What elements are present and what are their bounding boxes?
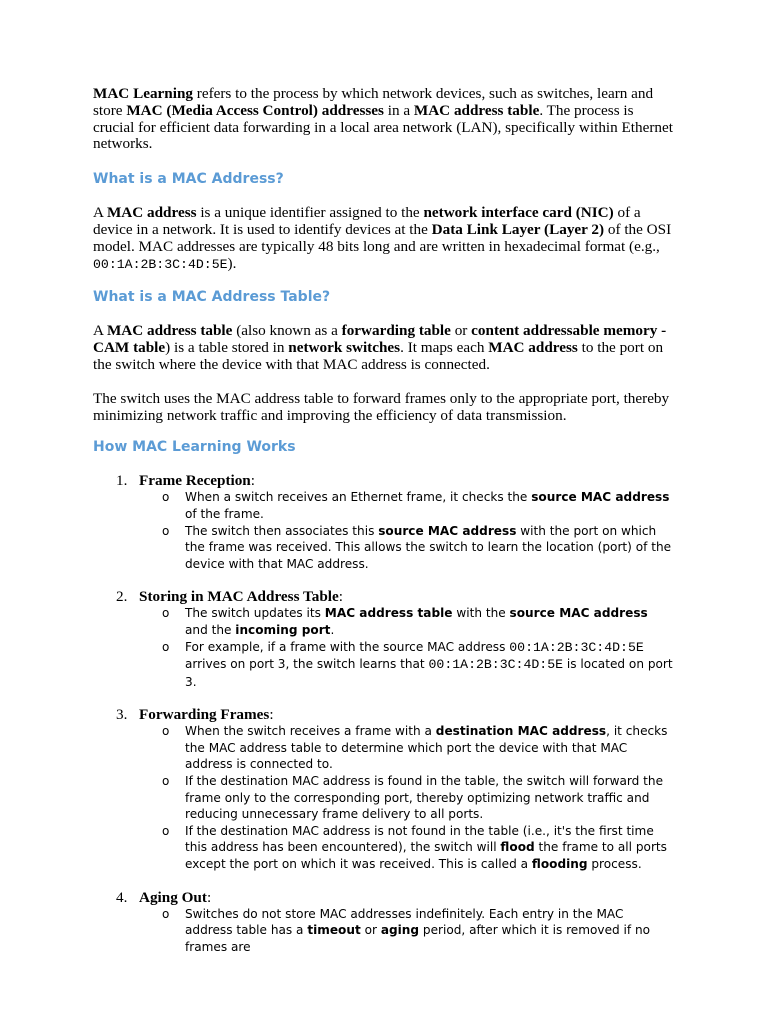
bullet-marker-icon: o xyxy=(162,606,170,621)
text-run: process. xyxy=(587,857,642,872)
mac-address-example: 00:1A:2B:3C:4D:5E xyxy=(93,256,228,272)
text-run: of the frame. xyxy=(185,506,264,521)
step-title-text: Frame Reception xyxy=(139,472,251,490)
step-title xyxy=(116,888,673,906)
step-title-colon: : xyxy=(206,888,212,906)
bullet-marker-icon: o xyxy=(162,906,170,921)
intro-paragraph xyxy=(93,86,673,153)
step-title-colon: : xyxy=(250,472,255,490)
text-run: the frame to all ports except the port on which it was received. This is called a xyxy=(185,840,667,872)
bold-term: flooding xyxy=(531,857,588,872)
text-run: If the destination MAC address is not found in the table (i.e., it's the first time this address has been encountered), the switch will xyxy=(185,823,654,855)
bold-term: timeout xyxy=(307,923,361,938)
bold-term: MAC address table xyxy=(324,606,453,621)
text-run: . The process is crucial for efficient data forwarding in a local area network (LAN), specifically within Ethernet networks. xyxy=(93,101,673,153)
text-run: When the switch receives a frame with a xyxy=(185,724,436,739)
mac-learning-steps-list xyxy=(93,472,673,955)
text-run: A xyxy=(93,204,107,222)
step-item xyxy=(93,472,673,572)
step-title-text: Aging Out xyxy=(139,888,207,906)
bullet-marker-icon: o xyxy=(162,724,170,739)
heading-how-mac-learning-works: How MAC Learning Works xyxy=(93,439,296,456)
step-bullet-list xyxy=(93,489,673,572)
heading-what-is-mac-address-table: What is a MAC Address Table? xyxy=(93,289,331,306)
document-page xyxy=(93,86,673,955)
text-run: and the xyxy=(185,622,236,637)
text-run: ). xyxy=(227,254,237,272)
text-run: If the destination MAC address is found in the table, the switch will forward the frame only to the corresponding port, thereby optimizing network traffic and reducing unnecessary frame delivery to all ports. xyxy=(185,774,664,822)
bullet-item xyxy=(162,773,673,823)
bold-term: network interface card (NIC) xyxy=(423,204,614,222)
step-title xyxy=(116,588,673,606)
mac-address-example: 00:1A:2B:3C:4D:5E xyxy=(428,657,564,673)
bold-term: aging xyxy=(380,923,420,938)
text-run: or xyxy=(360,923,381,938)
bold-term: content addressable memory - CAM table xyxy=(93,322,667,357)
text-run: with the port on which the frame was received. This allows the switch to learn the location (port) of the device with that MAC address. xyxy=(185,523,672,571)
mac-table-paragraph xyxy=(93,323,673,373)
bold-term: source MAC address xyxy=(378,523,517,538)
text-run: ) is a table stored in xyxy=(165,339,289,357)
text-run: , it checks the MAC address table to determine which port the device with that MAC address is connected to. xyxy=(185,724,668,772)
text-run: is located on port 3. xyxy=(185,657,673,689)
text-run: of the OSI model. MAC addresses are typically 48 bits long and are written in hexadecimal format (e.g., xyxy=(93,220,672,255)
bold-term: MAC address xyxy=(488,339,578,357)
bold-term: network switches xyxy=(288,339,401,357)
bold-term: source MAC address xyxy=(531,490,670,505)
bullet-marker-icon: o xyxy=(162,490,170,505)
bold-term: source MAC address xyxy=(509,606,648,621)
bold-term: incoming port xyxy=(235,622,331,637)
bold-term: MAC (Media Access Control) addresses xyxy=(126,101,384,119)
text-run: For example, if a frame with the source MAC address xyxy=(185,639,510,654)
text-run: or xyxy=(450,322,472,340)
step-title-text: Forwarding Frames xyxy=(139,706,270,724)
bold-term: Data Link Layer (Layer 2) xyxy=(431,220,605,238)
text-run: arrives on port 3, the switch learns that xyxy=(185,657,429,672)
text-run: The switch uses the MAC address table to forward frames only to the appropriate port, thereby minimizing network traffic and improving the efficiency of data transmission. xyxy=(93,389,670,424)
text-run: with the xyxy=(452,606,510,621)
step-number: 2. xyxy=(116,588,128,606)
bold-term: destination MAC address xyxy=(435,724,607,739)
text-run: . It maps each xyxy=(400,339,489,357)
text-run: When a switch receives an Ethernet frame, it checks the xyxy=(185,490,532,505)
text-run: Switches do not store MAC addresses indefinitely. Each entry in the MAC address table has a xyxy=(185,906,624,938)
step-title xyxy=(116,472,673,490)
bold-term: MAC address table xyxy=(106,322,233,340)
heading-what-is-mac-address: What is a MAC Address? xyxy=(93,171,284,188)
step-number: 3. xyxy=(116,706,128,724)
text-run: . xyxy=(330,622,335,637)
bullet-item xyxy=(162,723,673,773)
forwarding-paragraph xyxy=(93,391,673,425)
step-bullet-list xyxy=(93,723,673,872)
text-run: refers to the process by which network devices, such as switches, learn and store xyxy=(93,85,654,119)
step-bullet-list xyxy=(93,605,673,690)
text-run: The switch then associates this xyxy=(185,523,379,538)
text-run: in a xyxy=(383,101,414,119)
step-item xyxy=(93,706,673,872)
mac-address-paragraph xyxy=(93,205,673,273)
step-item xyxy=(93,889,673,956)
bullet-item xyxy=(162,489,673,522)
step-bullet-list xyxy=(93,906,673,956)
text-run: to the port on the switch where the device with that MAC address is connected. xyxy=(93,339,664,373)
text-run: The switch updates its xyxy=(185,606,325,621)
bold-term: MAC Learning xyxy=(93,85,193,102)
step-number: 4. xyxy=(116,888,128,906)
step-title-colon: : xyxy=(269,706,274,724)
bullet-marker-icon: o xyxy=(162,523,170,538)
bullet-item xyxy=(162,605,673,638)
text-run: is a unique identifier assigned to the xyxy=(196,204,424,222)
bullet-item xyxy=(162,906,673,956)
text-run: of a device in a network. It is used to identify devices at the xyxy=(93,204,641,238)
bold-term: flood xyxy=(500,840,535,855)
step-item xyxy=(93,588,673,690)
step-title xyxy=(116,706,673,724)
bullet-marker-icon: o xyxy=(162,823,170,838)
step-title-text: Storing in MAC Address Table xyxy=(139,588,339,606)
bullet-marker-icon: o xyxy=(162,639,170,654)
step-number: 1. xyxy=(116,472,128,490)
bullet-item xyxy=(162,823,673,873)
mac-address-example: 00:1A:2B:3C:4D:5E xyxy=(509,639,644,655)
text-run: (also known as a xyxy=(232,322,342,340)
bold-term: MAC address xyxy=(106,204,197,222)
bullet-item xyxy=(162,639,673,691)
bullet-marker-icon: o xyxy=(162,774,170,789)
step-title-colon: : xyxy=(338,588,343,606)
bold-term: forwarding table xyxy=(341,322,451,340)
text-run: period, after which it is removed if no frames are xyxy=(185,923,651,954)
bold-term: MAC address table xyxy=(413,101,540,119)
text-run: A xyxy=(93,322,107,340)
bullet-item xyxy=(162,523,673,573)
